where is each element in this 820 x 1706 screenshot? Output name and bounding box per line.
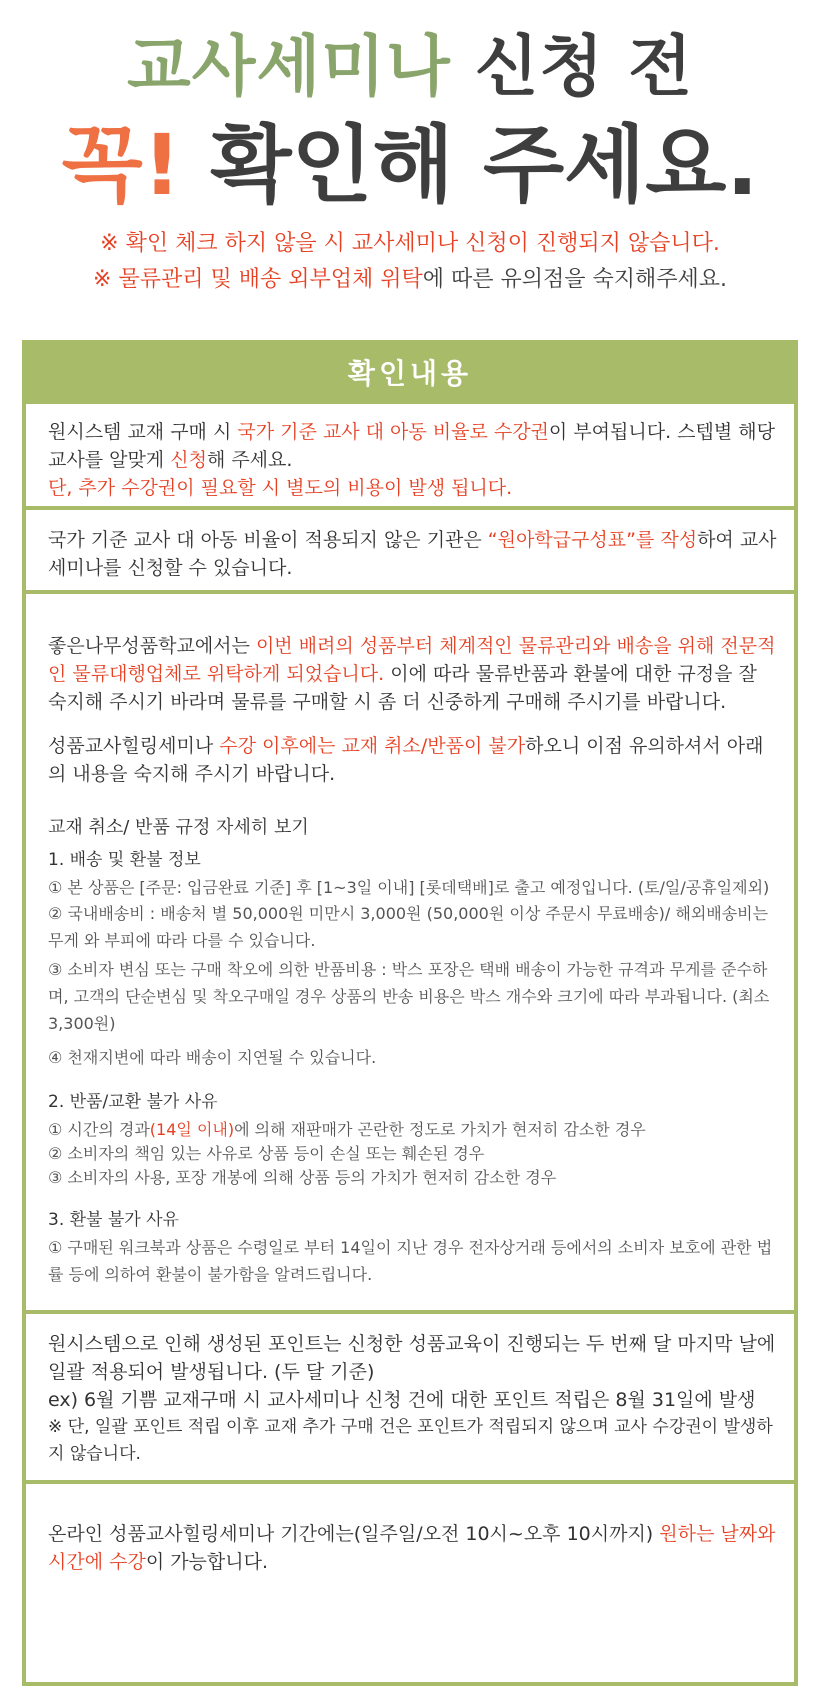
notice-check-required: ※ 확인 체크 하지 않을 시 교사세미나 신청이 진행되지 않습니다. — [100, 231, 720, 256]
points-text: 원시스템으로 인해 생성된 포인트는 신청한 성품교육이 진행되는 두 번째 달 마지막 날에 일괄 적용되어 발생됩니다. (두 달 기준) — [48, 1333, 776, 1383]
voucher-extra-cost: 단, 추가 수강권이 필요할 시 별도의 비용이 발생 됩니다. — [48, 477, 513, 499]
voucher-text-a: 원시스템 교재 구매 시 — [48, 421, 238, 443]
notice-logistics-red: ※ 물류관리 및 배송 외부업체 위탁 — [93, 267, 423, 292]
class-form-b: “원아학급구성표”를 작성 — [487, 529, 698, 551]
section-logistics-para1 — [48, 632, 778, 716]
divider — [26, 1480, 794, 1484]
points-example: ex) 6월 기쁨 교재구매 시 교사세미나 신청 건에 대한 포인트 적립은 8월 31일에 발생 — [48, 1389, 756, 1411]
hero-title-line2 — [0, 110, 820, 220]
logistics-p2a: 성품교사힐링세미나 — [48, 735, 220, 757]
divider — [26, 590, 794, 594]
hero-title-dark: 신청 전 — [474, 28, 693, 105]
logistics-p2b: 수강 이후에는 교재 취소/반품이 불가 — [219, 735, 526, 757]
shipping-item-3-text: 박스 포장은 택배 배송이 가능한 규격과 무게를 준수하며, 고객의 단순변심 및 착오구매일 경우 상품의 반송 비용은 박스 개수와 크기에 따라 부과됩니다. (최소 3,300원) — [48, 960, 770, 1033]
section-class-form — [48, 526, 778, 582]
shipping-item-2: ② 국내배송비 : 배송처 별 50,000원 미만시 3,000원 (50,000원 이상 주문시 무료배송)/ 해외배송비는 무게 와 부피에 따라 다를 수 있습니다. — [48, 904, 769, 950]
online-seminar-a: 온라인 성품교사힐링세미나 기간에는(일주일/오전 10시~오후 10시까지) — [48, 1523, 660, 1545]
shipping-item-1: ① 본 상품은 [주문: 입금완료 기준] 후 [1~3일 이내] [롯데택배]로 출고 예정입니다. (토/일/공휴일제외) — [48, 878, 770, 897]
divider — [26, 1310, 794, 1314]
confirmation-box — [22, 340, 798, 1686]
online-seminar-c: 이 가능합니다. — [145, 1551, 269, 1573]
voucher-text-b: 국가 기준 교사 대 아동 비율로 수강권 — [237, 421, 549, 443]
voucher-text-d: 신청 — [170, 449, 207, 471]
section-voucher — [48, 418, 778, 502]
logistics-p2c: 하오니 이점 유의하셔서 아래의 내용을 숙지해 주시기 바랍니다. — [48, 735, 764, 785]
logistics-p1b: 이번 배려의 성품부터 체계적인 물류관리와 배송을 위해 전문적인 물류대행업체로 위탁하게 되었습니다. — [48, 635, 776, 685]
hero-title-green: 교사세미나 — [126, 28, 451, 105]
policy-heading-shipping: 1. 배송 및 환불 정보 — [48, 850, 201, 870]
notice-logistics — [0, 262, 820, 293]
notice-logistics-dark: 에 따른 유의점을 숙지해주세요. — [422, 267, 727, 292]
logistics-p1c: 이에 따라 물류반품과 환불에 대한 규정을 잘 숙지해 주시기 바라며 물류를 구매할 시 좀 더 신중하게 구매해 주시기를 바랍니다. — [48, 663, 757, 713]
hero-title-confirm: 확인해 주세요. — [210, 116, 759, 214]
class-form-a: 국가 기준 교사 대 아동 비율이 적용되지 않은 기관은 — [48, 529, 488, 551]
return-item-1-b: (14일 이내) — [149, 1120, 235, 1139]
confirmation-box-title: 확인내용 — [26, 344, 794, 404]
voucher-text-e: 해 주세요. — [206, 449, 293, 471]
return-item-3: ③ 소비자의 사용, 포장 개봉에 의해 상품 등의 가치가 현저히 감소한 경우 — [48, 1168, 557, 1187]
section-logistics-para2 — [48, 732, 778, 788]
return-item-1 — [48, 1116, 778, 1143]
return-item-2: ② 소비자의 책임 있는 사유로 상품 등이 손실 또는 훼손된 경우 — [48, 1144, 485, 1163]
policy-heading-return: 2. 반품/교환 불가 사유 — [48, 1092, 218, 1112]
shipping-item-3-label: ③ 소비자 변심 또는 구매 착오에 의한 반품비용 : — [48, 960, 392, 979]
return-item-1-c: 에 의해 재판매가 곤란한 정도로 가치가 현저히 감소한 경우 — [234, 1120, 646, 1139]
online-seminar-b: 원하는 날짜와 시간에 수강 — [48, 1523, 776, 1573]
hero-title-line1 — [0, 22, 820, 112]
policy-detail-link[interactable]: 교재 취소/ 반품 규정 자세히 보기 — [48, 817, 309, 838]
refund-item-1: ① 구매된 워크북과 상품은 수령일로 부터 14일이 지난 경우 전자상거래 등에서의 소비자 보호에 관한 법률 등에 의하여 환불이 불가함을 알려드립니다. — [48, 1238, 773, 1284]
shipping-item-3 — [48, 956, 778, 1037]
divider — [26, 506, 794, 510]
class-form-c: 하여 교사세미나를 신청할 수 있습니다. — [48, 529, 777, 579]
shipping-item-4: ④ 천재지변에 따라 배송이 지연될 수 있습니다. — [48, 1048, 377, 1067]
section-online-seminar — [48, 1520, 778, 1576]
policy-heading-refund: 3. 환불 불가 사유 — [48, 1210, 179, 1230]
voucher-text-c: 이 부여됩니다. 스텝별 해당 교사를 알맞게 — [48, 421, 775, 471]
logistics-p1a: 좋은나무성품학교에서는 — [48, 635, 256, 657]
section-points — [48, 1330, 778, 1414]
return-item-1-a: ① 시간의 경과 — [48, 1120, 150, 1139]
points-warning: ※ 단, 일괄 포인트 적립 이후 교재 추가 구매 건은 포인트가 적립되지 않으며 교사 수강권이 발생하지 않습니다. — [48, 1417, 773, 1464]
hero-emphasis: 꼭! — [61, 116, 182, 214]
